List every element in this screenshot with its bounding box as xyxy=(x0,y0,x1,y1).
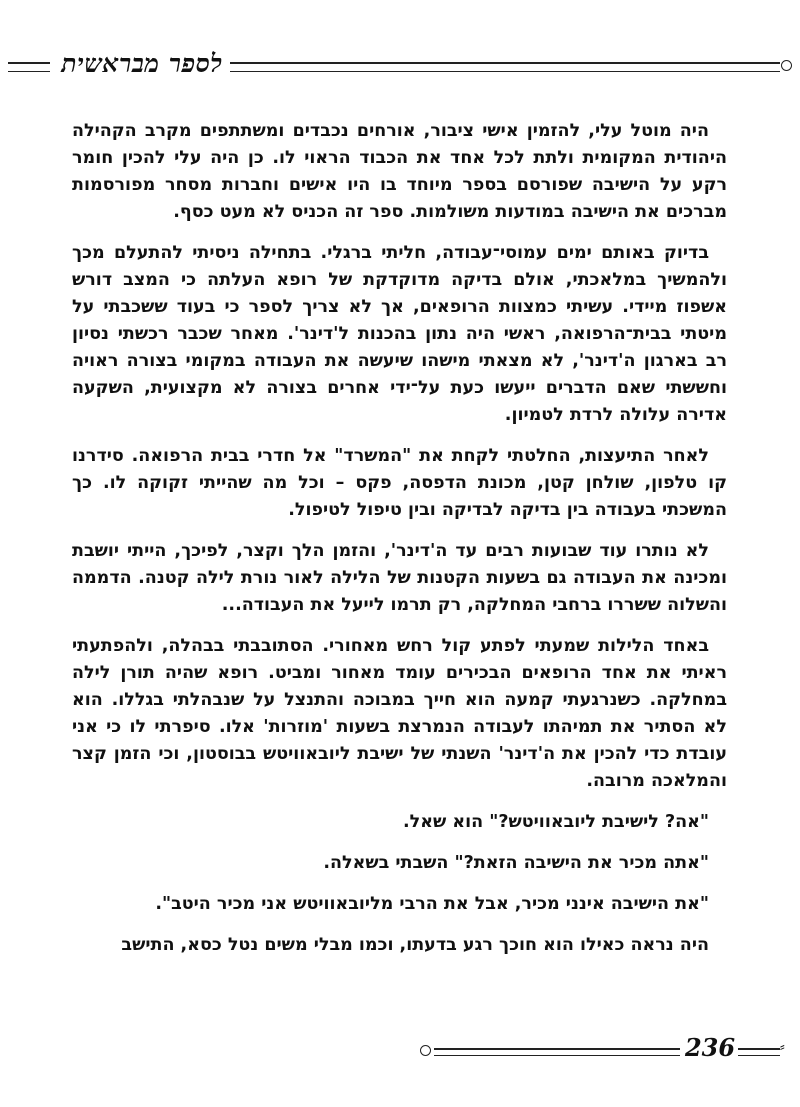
page-footer xyxy=(420,1033,792,1066)
footer-rule-right xyxy=(738,1048,780,1056)
footer-rule-left xyxy=(434,1048,680,1056)
paragraph: היה מוטל עלי, להזמין אישי ציבור, אורחים נכבדים ומשתתפים מקרב הקהילה היהודית המקומית ולתת לכל אחד את הכבוד הראוי לו. כן היה עלי להכין חומר רקע על הישיבה שפורסם בספר מיוחד בו היו אישים וחברות מסחר מפורסמות מברכים את הישיבה במודעות משולמות. ספר זה הכניס לא מעט כסף. xyxy=(72,121,727,222)
paragraph: היה נראה כאילו הוא חוכך רגע בדעתו, וכמו מבלי משים נטל כסא, התישב xyxy=(121,935,709,955)
paragraph: לאחר התיעצות, החלטתי לקחת את "המשרד" אל חדרי בבית הרפואה. סידרנו קו טלפון, שולחן קטן, מכונת הדפסה, פקס – וכל מה שהייתי זקוקה לו. כך המשכתי בעבודה בין בדיקה לבדיקה ובין טיפול לטיפול. xyxy=(72,446,727,520)
paragraph: לא נותרו עוד שבועות רבים עד ה'דינר', והזמן הלך וקצר, לפיכך, הייתי יושבת ומכינה את העבודה גם בשעות הקטנות של הלילה לאור נורת לילה קטנה. הדממה והשלוה ששררו ברחבי המחלקה, רק תרמו לייעל את העבודה... xyxy=(72,541,727,615)
paragraph: באחד הלילות שמעתי לפתע קול רחש מאחורי. הסתובבתי בבהלה, ולהפתעתי ראיתי את אחד הרופאים הבכירים עומד מאחור ומביט. רופא שהיה תורן לילה במחלקה. כשנרגעתי קמעה הוא חייך במבוכה והתנצל על שנבהלתי בגללו. הוא לא הסתיר את תמיהתו לעבודה הנמרצת בשעות 'מוזרות' אלו. סיפרתי לו כי אני עובדת כדי להכין את ה'דינר' השנתי של ישיבת ליובאוויטש בבוסטון, וכי הזמן קצר והמלאכה מרובה. xyxy=(72,636,727,791)
dialog-line: "אה? לישיבת ליובאוויטש?" הוא שאל. xyxy=(403,812,709,832)
running-header-title: לספר מבראשית xyxy=(61,49,223,78)
footer-ornament-icon xyxy=(420,1045,431,1056)
running-header xyxy=(8,44,792,84)
paragraph: בדיוק באותם ימים עמוסי־עבודה, חליתי ברגלי. בתחילה ניסיתי להתעלם מכך ולהמשיך במלאכתי, אולם בדיקה מדוקדקת של רופא העלתה כי המצב דורש אשפוז מיידי. עשיתי כמצוות הרופאים, אך לא צריך לספר כי בעוד ששכבתי על מיטתי בבית־הרפואה, ראשי היה נתון בהכנות ל'דינר'. מאחר שכבר רכשתי נסיון רב בארגון ה'דינר', לא מצאתי מישהו שיעשה את העבודה במקומי בצורה ראויה וחששתי שאם הדברים ייעשו כעת על־ידי אחרים בצורה לא מקצועית, השקעה אדירה עלולה לרדת לטמיון. xyxy=(72,243,727,425)
dialog-line: "אתה מכיר את הישיבה הזאת?" השבתי בשאלה. xyxy=(323,853,709,873)
flourish-icon: ⸗ xyxy=(780,1039,785,1055)
page-number: 236 xyxy=(684,1033,736,1062)
header-ornament-icon xyxy=(781,60,792,71)
body-text xyxy=(72,118,727,973)
dialog-line: "את הישיבה אינני מכיר, אבל את הרבי מליובאוויטש אני מכיר היטב". xyxy=(155,894,709,914)
header-rule-left xyxy=(8,62,50,72)
header-rule-right xyxy=(230,62,780,72)
